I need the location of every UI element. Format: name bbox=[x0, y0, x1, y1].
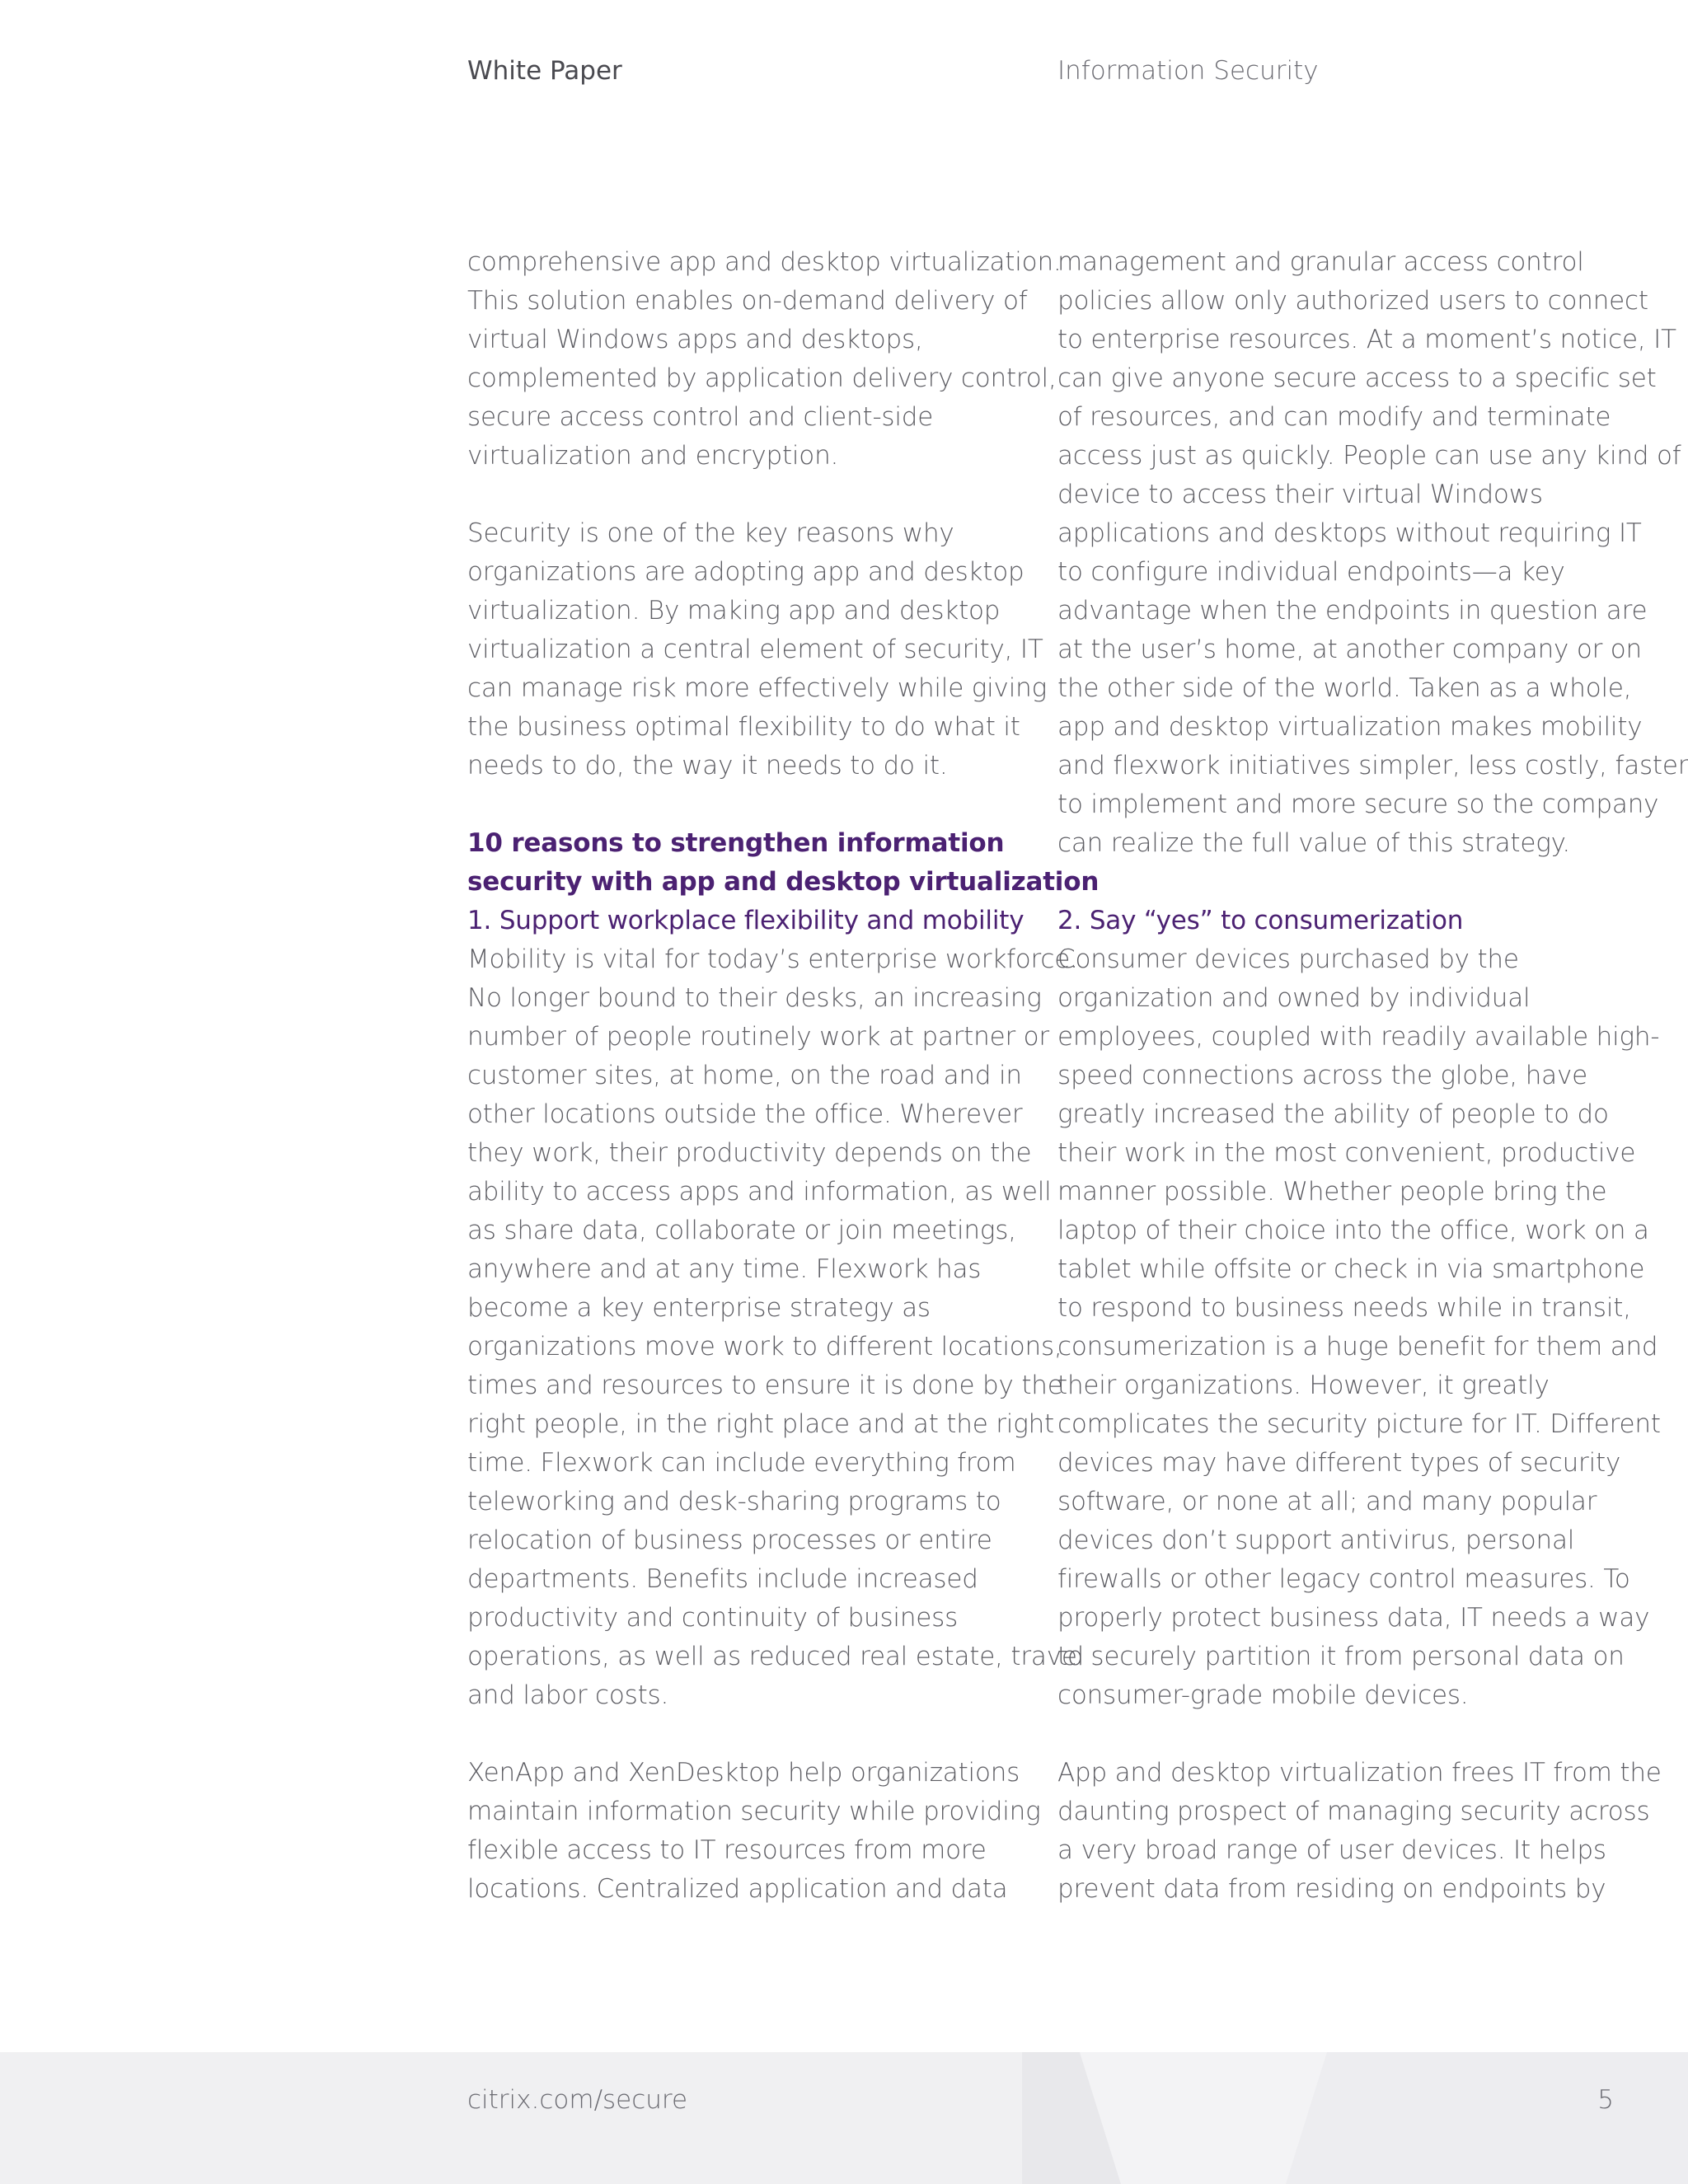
text-line: laptop of their choice into the office, work on a bbox=[1057, 1216, 1649, 1245]
footer-url[interactable]: citrix.com/secure bbox=[467, 2085, 688, 2115]
text-line: ability to access apps and information, as well bbox=[467, 1177, 1052, 1207]
text-line: to enterprise resources. At a moment’s notice, IT bbox=[1057, 325, 1676, 354]
text-line: organizations move work to different locations, bbox=[467, 1332, 1062, 1361]
text-line: 10 reasons to strengthen information bbox=[467, 828, 1005, 858]
text-line: to respond to business needs while in transit, bbox=[1057, 1293, 1631, 1323]
text-line: their organizations. However, it greatly bbox=[1057, 1371, 1550, 1400]
page-number: 5 bbox=[1597, 2085, 1614, 2115]
text-line: device to access their virtual Windows bbox=[1057, 480, 1543, 509]
text-line: number of people routinely work at partner or bbox=[467, 1022, 1049, 1052]
text-line: No longer bound to their desks, an increasing bbox=[467, 983, 1042, 1013]
text-line: App and desktop virtualization frees IT from the bbox=[1057, 1758, 1662, 1788]
text-line: devices don’t support antivirus, personal bbox=[1057, 1526, 1575, 1555]
text-line: organizations are adopting app and desktop bbox=[467, 557, 1025, 587]
text-line: security with app and desktop virtualization bbox=[467, 867, 1100, 897]
footer-decoration bbox=[0, 2052, 1688, 2184]
subsection-heading: 2. Say “yes” to consumerization bbox=[1057, 906, 1464, 935]
text-line: right people, in the right place and at the right bbox=[467, 1409, 1054, 1439]
text-line: locations. Centralized application and data bbox=[467, 1874, 1008, 1904]
text-line: applications and desktops without requiring IT bbox=[1057, 518, 1642, 548]
text-line: they work, their productivity depends on the bbox=[467, 1138, 1032, 1168]
text-line: policies allow only authorized users to connect bbox=[1057, 286, 1648, 316]
text-line: virtualization a central element of security, IT bbox=[467, 635, 1043, 664]
text-line: software, or none at all; and many popular bbox=[1057, 1487, 1597, 1516]
text-line: can realize the full value of this strategy. bbox=[1057, 828, 1571, 858]
text-line: manner possible. Whether people bring the bbox=[1057, 1177, 1607, 1207]
text-line: complemented by application delivery control, bbox=[467, 363, 1057, 393]
text-line: of resources, and can modify and terminate bbox=[1057, 402, 1611, 432]
page-footer bbox=[0, 2052, 1688, 2184]
text-line: can manage risk more effectively while giving bbox=[467, 673, 1047, 703]
text-line: organization and owned by individual bbox=[1057, 983, 1531, 1013]
text-line: customer sites, at home, on the road and in bbox=[467, 1061, 1022, 1090]
paragraph bbox=[467, 1754, 1044, 1909]
text-line: their work in the most convenient, productive bbox=[1057, 1138, 1636, 1168]
text-line: Security is one of the key reasons why bbox=[467, 518, 954, 548]
text-line: complicates the security picture for IT. Different bbox=[1057, 1409, 1661, 1439]
text-line: operations, as well as reduced real estate, travel bbox=[467, 1642, 1085, 1671]
text-line: teleworking and desk-sharing programs to bbox=[467, 1487, 1001, 1516]
text-line: the business optimal flexibility to do what it bbox=[467, 712, 1020, 742]
text-line: properly protect business data, IT needs a way bbox=[1057, 1603, 1650, 1633]
text-line: other locations outside the office. Wherever bbox=[467, 1099, 1023, 1129]
text-line: virtual Windows apps and desktops, bbox=[467, 325, 923, 354]
text-line: can give anyone secure access to a specific set bbox=[1057, 363, 1657, 393]
text-line: at the user’s home, at another company or on bbox=[1057, 635, 1642, 664]
text-line: daunting prospect of managing security across bbox=[1057, 1797, 1650, 1826]
text-line: advantage when the endpoints in question are bbox=[1057, 596, 1648, 626]
text-line: tablet while offsite or check in via smartphone bbox=[1057, 1254, 1645, 1284]
text-line: a very broad range of user devices. It helps bbox=[1057, 1835, 1606, 1865]
text-line: speed connections across the globe, have bbox=[1057, 1061, 1587, 1090]
text-line: and flexwork initiatives simpler, less costly, faster bbox=[1057, 751, 1688, 780]
text-line: to securely partition it from personal data on bbox=[1057, 1642, 1625, 1671]
text-line: virtualization. By making app and desktop bbox=[467, 596, 1001, 626]
paragraph bbox=[467, 514, 1047, 785]
text-line: XenApp and XenDesktop help organizations bbox=[467, 1758, 1020, 1788]
text-line: become a key enterprise strategy as bbox=[467, 1293, 931, 1323]
right-column bbox=[1057, 243, 1688, 1909]
text-line: access just as quickly. People can use any kind of bbox=[1057, 441, 1681, 471]
text-line: consumerization is a huge benefit for them and bbox=[1057, 1332, 1658, 1361]
text-line: times and resources to ensure it is done by the bbox=[467, 1371, 1063, 1400]
text-line: to implement and more secure so the company bbox=[1057, 790, 1659, 819]
paragraph bbox=[467, 243, 1062, 476]
text-line: departments. Benefits include increased bbox=[467, 1564, 978, 1594]
paragraph bbox=[467, 940, 1085, 1715]
text-line: secure access control and client-side bbox=[467, 402, 934, 432]
left-column bbox=[467, 243, 1100, 1909]
text-line: employees, coupled with readily available high- bbox=[1057, 1022, 1660, 1052]
text-line: to configure individual endpoints—a key bbox=[1057, 557, 1565, 587]
section-heading bbox=[467, 824, 1100, 902]
text-line: flexible access to IT resources from more bbox=[467, 1835, 987, 1865]
text-line: time. Flexwork can include everything from bbox=[467, 1448, 1016, 1478]
text-line: as share data, collaborate or join meetings, bbox=[467, 1216, 1016, 1245]
text-line: Mobility is vital for today’s enterprise workforce. bbox=[467, 944, 1078, 974]
paragraph bbox=[1057, 940, 1661, 1715]
header-doc-type: White Paper bbox=[467, 56, 622, 86]
subsection-heading: 1. Support workplace flexibility and mobility bbox=[467, 906, 1025, 935]
text-line: the other side of the world. Taken as a whole, bbox=[1057, 673, 1632, 703]
text-line: needs to do, the way it needs to do it. bbox=[467, 751, 948, 780]
text-line: and labor costs. bbox=[467, 1680, 669, 1710]
text-line: greatly increased the ability of people to do bbox=[1057, 1099, 1609, 1129]
text-line: This solution enables on-demand delivery of bbox=[467, 286, 1028, 316]
paragraph bbox=[1057, 243, 1688, 863]
text-line: comprehensive app and desktop virtualization. bbox=[467, 247, 1062, 277]
text-line: virtualization and encryption. bbox=[467, 441, 839, 471]
text-line: Consumer devices purchased by the bbox=[1057, 944, 1519, 974]
paragraph bbox=[1057, 1754, 1662, 1909]
text-line: anywhere and at any time. Flexwork has bbox=[467, 1254, 982, 1284]
text-line: prevent data from residing on endpoints by bbox=[1057, 1874, 1606, 1904]
text-line: relocation of business processes or entire bbox=[467, 1526, 992, 1555]
text-line: consumer-grade mobile devices. bbox=[1057, 1680, 1469, 1710]
text-line: devices may have different types of security bbox=[1057, 1448, 1621, 1478]
text-line: management and granular access control bbox=[1057, 247, 1584, 277]
text-line: maintain information security while providing bbox=[467, 1797, 1041, 1826]
text-line: app and desktop virtualization makes mobility bbox=[1057, 712, 1643, 742]
text-line: firewalls or other legacy control measures. To bbox=[1057, 1564, 1630, 1594]
text-line: productivity and continuity of business bbox=[467, 1603, 959, 1633]
header-topic: Information Security bbox=[1057, 56, 1319, 86]
